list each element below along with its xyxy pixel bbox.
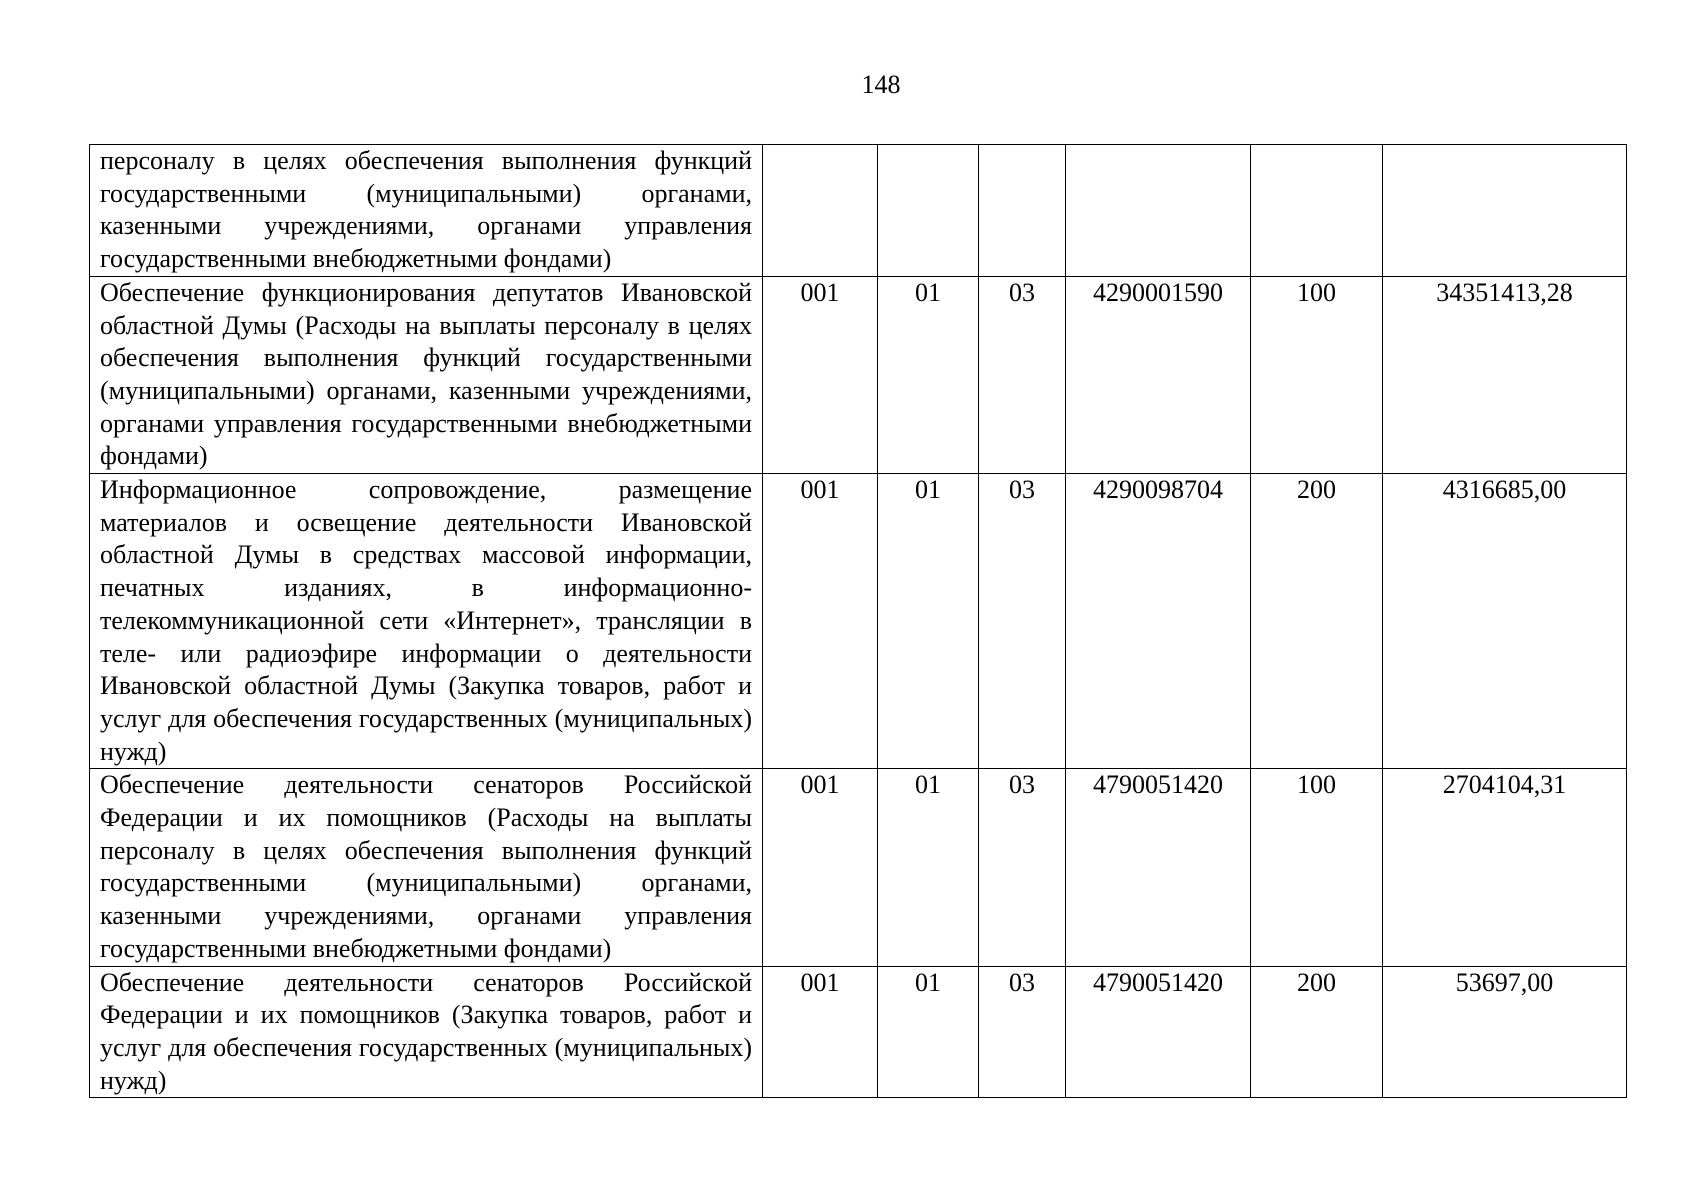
table-row xyxy=(90,276,1627,473)
row-amount: 2704104,31 xyxy=(1383,769,1627,966)
row-description: Обеспечение функционирования депутатов Ивановской областной Думы (Расходы на выплаты персоналу в целях обеспечения выполнения функций государственными (муниципальными) органами, казенными учреждениями, органами управления государственными внебюджетными фондами) xyxy=(90,276,763,473)
row-target-article: 4790051420 xyxy=(1066,769,1251,966)
row-ministry-code xyxy=(763,145,878,277)
table-row xyxy=(90,474,1627,769)
row-expense-type xyxy=(1251,145,1383,277)
row-target-article: 4290098704 xyxy=(1066,474,1251,769)
row-subsection-code: 03 xyxy=(979,966,1066,1098)
row-ministry-code: 001 xyxy=(763,474,878,769)
row-ministry-code: 001 xyxy=(763,966,878,1098)
row-target-article xyxy=(1066,145,1251,277)
row-amount: 4316685,00 xyxy=(1383,474,1627,769)
row-amount: 53697,00 xyxy=(1383,966,1627,1098)
row-target-article: 4790051420 xyxy=(1066,966,1251,1098)
row-expense-type: 200 xyxy=(1251,966,1383,1098)
row-subsection-code xyxy=(979,145,1066,277)
row-expense-type: 100 xyxy=(1251,276,1383,473)
row-ministry-code: 001 xyxy=(763,769,878,966)
row-subsection-code: 03 xyxy=(979,276,1066,473)
row-amount: 34351413,28 xyxy=(1383,276,1627,473)
row-section-code: 01 xyxy=(878,474,979,769)
row-expense-type: 100 xyxy=(1251,769,1383,966)
row-subsection-code: 03 xyxy=(979,474,1066,769)
row-section-code xyxy=(878,145,979,277)
row-section-code: 01 xyxy=(878,276,979,473)
row-section-code: 01 xyxy=(878,966,979,1098)
row-section-code: 01 xyxy=(878,769,979,966)
row-target-article: 4290001590 xyxy=(1066,276,1251,473)
budget-table xyxy=(89,144,1627,1098)
row-subsection-code: 03 xyxy=(979,769,1066,966)
row-description: персоналу в целях обеспечения выполнения функций государственными (муниципальными) органами, казенными учреждениями, органами управления государственными внебюджетными фондами) xyxy=(90,145,763,277)
table-row xyxy=(90,966,1627,1098)
row-description: Информационное сопровождение, размещение материалов и освещение деятельности Ивановской областной Думы в средствах массовой информации, печатных изданиях, в информационно-телекоммуникационной сети «Интернет», трансляции в теле- или радиоэфире информации о деятельности Ивановской областной Думы (Закупка товаров, работ и услуг для обеспечения государственных (муниципальных) нужд) xyxy=(90,474,763,769)
row-description: Обеспечение деятельности сенаторов Российской Федерации и их помощников (Расходы на выплаты персоналу в целях обеспечения выполнения функций государственными (муниципальными) органами, казенными учреждениями, органами управления государственными внебюджетными фондами) xyxy=(90,769,763,966)
row-amount xyxy=(1383,145,1627,277)
table-row xyxy=(90,769,1627,966)
page-number: 148 xyxy=(861,70,901,99)
row-description: Обеспечение деятельности сенаторов Российской Федерации и их помощников (Закупка товаров, работ и услуг для обеспечения государственных (муниципальных) нужд) xyxy=(90,966,763,1098)
row-ministry-code: 001 xyxy=(763,276,878,473)
table-row xyxy=(90,145,1627,277)
row-expense-type: 200 xyxy=(1251,474,1383,769)
